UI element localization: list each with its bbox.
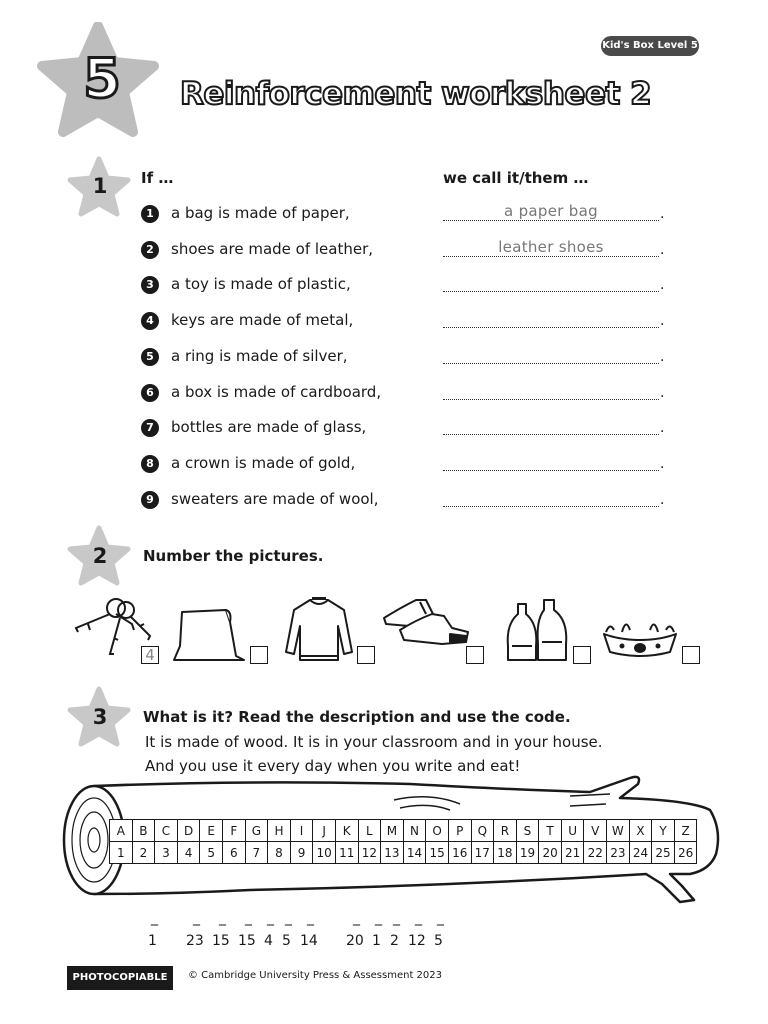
picture-5-box[interactable]	[573, 646, 591, 664]
code-number-cell: 5	[200, 842, 223, 864]
row-6-number: 6	[141, 384, 159, 402]
code-number-cell: 6	[222, 842, 245, 864]
answer-code-number: 4	[264, 933, 273, 949]
answer-blank-line[interactable]: _	[193, 910, 200, 926]
picture-2-box[interactable]	[250, 646, 268, 664]
answer-blank-line[interactable]: _	[415, 910, 422, 926]
row-4-answer-line	[443, 327, 659, 328]
code-letter-cell: D	[177, 820, 200, 842]
code-letters-row	[110, 820, 697, 842]
paper-bag-icon	[170, 606, 246, 662]
code-number-cell: 11	[335, 842, 358, 864]
shoes-icon	[380, 594, 474, 648]
row-8-number: 8	[141, 455, 159, 473]
row-5-number: 5	[141, 348, 159, 366]
code-letter-cell: O	[426, 820, 449, 842]
section-1-right-heading: we call it/them …	[443, 169, 589, 187]
code-number-cell: 3	[155, 842, 178, 864]
row-6-answer-line	[443, 399, 659, 400]
code-letter-cell: E	[200, 820, 223, 842]
row-2-answer-line	[443, 256, 659, 257]
row-9-number: 9	[141, 491, 159, 509]
row-2-number: 2	[141, 241, 159, 259]
answer-blank-line[interactable]: _	[375, 910, 382, 926]
code-letter-cell: B	[132, 820, 155, 842]
row-9-period: .	[660, 492, 665, 508]
picture-6-box[interactable]	[682, 646, 700, 664]
row-3-period: .	[660, 277, 665, 293]
code-letter-cell: T	[539, 820, 562, 842]
row-6-prompt: a box is made of cardboard,	[171, 383, 382, 401]
answer-code-number: 5	[434, 933, 443, 949]
row-7-period: .	[660, 420, 665, 436]
row-8-answer-line	[443, 470, 659, 471]
picture-4-box[interactable]	[466, 646, 484, 664]
code-number-cell: 13	[381, 842, 404, 864]
code-letter-cell: V	[584, 820, 607, 842]
section-3-number: 3	[92, 705, 108, 729]
row-3-prompt: a toy is made of plastic,	[171, 275, 351, 293]
section-3-description-2: And you use it every day when you write and eat!	[145, 757, 521, 775]
section-3-instruction: What is it? Read the description and use the code.	[143, 708, 571, 726]
answer-blank-line[interactable]: _	[219, 910, 226, 926]
code-letter-cell: F	[222, 820, 245, 842]
row-2-answer[interactable]: leather shoes	[498, 238, 604, 256]
answer-blank-line[interactable]: _	[353, 910, 360, 926]
page-title: Reinforcement worksheet 2	[180, 76, 652, 112]
code-letter-cell: N	[403, 820, 426, 842]
code-number-cell: 9	[290, 842, 313, 864]
answer-code-number: 20	[346, 933, 364, 949]
row-7-answer-line	[443, 434, 659, 435]
row-1-prompt: a bag is made of paper,	[171, 204, 350, 222]
section-1-left-heading: If …	[141, 169, 174, 187]
code-table	[109, 819, 697, 864]
code-letter-cell: C	[155, 820, 178, 842]
answer-code-number: 15	[212, 933, 230, 949]
level-badge: Kid's Box Level 5	[601, 36, 699, 56]
answer-blank-line[interactable]: _	[307, 910, 314, 926]
code-letter-cell: J	[313, 820, 336, 842]
code-letter-cell: H	[268, 820, 291, 842]
answer-blank-line[interactable]: _	[393, 910, 400, 926]
answer-code-number: 5	[282, 933, 291, 949]
code-number-cell: 23	[607, 842, 630, 864]
code-number-cell: 22	[584, 842, 607, 864]
code-number-cell: 1	[110, 842, 133, 864]
section-3-description-1: It is made of wood. It is in your classroom and in your house.	[145, 733, 603, 751]
answer-blank-line[interactable]: _	[285, 910, 292, 926]
code-letter-cell: X	[629, 820, 652, 842]
answer-code-number: 14	[300, 933, 318, 949]
code-letter-cell: K	[335, 820, 358, 842]
code-number-cell: 15	[426, 842, 449, 864]
code-letter-cell: Y	[652, 820, 675, 842]
code-number-cell: 25	[652, 842, 675, 864]
code-number-cell: 16	[448, 842, 471, 864]
code-number-cell: 14	[403, 842, 426, 864]
code-letter-cell: P	[448, 820, 471, 842]
answer-code-number: 15	[238, 933, 256, 949]
row-5-prompt: a ring is made of silver,	[171, 347, 348, 365]
code-letter-cell: I	[290, 820, 313, 842]
picture-3-box[interactable]	[357, 646, 375, 664]
code-number-cell: 19	[516, 842, 539, 864]
row-9-answer-line	[443, 506, 659, 507]
code-number-cell: 10	[313, 842, 336, 864]
bottles-icon	[504, 596, 574, 664]
row-2-prompt: shoes are made of leather,	[171, 240, 374, 258]
row-4-number: 4	[141, 312, 159, 330]
row-8-period: .	[660, 456, 665, 472]
unit-number: 5	[83, 47, 121, 110]
sweater-icon	[282, 596, 356, 664]
code-number-cell: 18	[494, 842, 517, 864]
row-3-answer-line	[443, 291, 659, 292]
row-8-prompt: a crown is made of gold,	[171, 454, 356, 472]
code-letter-cell: L	[358, 820, 381, 842]
code-number-cell: 4	[177, 842, 200, 864]
picture-1-box[interactable]: 4	[141, 646, 159, 664]
code-number-cell: 7	[245, 842, 268, 864]
answer-blank-line[interactable]: _	[267, 910, 274, 926]
row-2-period: .	[660, 242, 665, 258]
answer-code-number: 23	[186, 933, 204, 949]
code-number-cell: 12	[358, 842, 381, 864]
row-1-number: 1	[141, 205, 159, 223]
code-numbers-row	[110, 842, 697, 864]
row-1-period: .	[660, 206, 665, 222]
code-number-cell: 26	[674, 842, 697, 864]
row-6-period: .	[660, 385, 665, 401]
code-number-cell: 24	[629, 842, 652, 864]
code-number-cell: 2	[132, 842, 155, 864]
answer-code-number: 12	[408, 933, 426, 949]
code-letter-cell: A	[110, 820, 133, 842]
row-5-period: .	[660, 349, 665, 365]
code-letter-cell: Q	[471, 820, 494, 842]
answer-blank-line[interactable]: _	[437, 910, 444, 926]
row-9-prompt: sweaters are made of wool,	[171, 490, 379, 508]
copyright-text: © Cambridge University Press & Assessment 2023	[188, 970, 443, 981]
code-letter-cell: S	[516, 820, 539, 842]
code-letter-cell: U	[561, 820, 584, 842]
code-number-cell: 8	[268, 842, 291, 864]
section-2-instruction: Number the pictures.	[143, 547, 324, 565]
code-letter-cell: G	[245, 820, 268, 842]
answer-blank-line[interactable]: _	[151, 910, 158, 926]
code-letter-cell: R	[494, 820, 517, 842]
row-1-answer-line	[443, 220, 659, 221]
row-5-answer-line	[443, 363, 659, 364]
row-3-number: 3	[141, 276, 159, 294]
code-letter-cell: W	[607, 820, 630, 842]
row-1-answer[interactable]: a paper bag	[504, 202, 598, 220]
section-2-number: 2	[92, 544, 108, 568]
section-1-number: 1	[92, 174, 108, 198]
code-number-cell: 20	[539, 842, 562, 864]
row-7-number: 7	[141, 419, 159, 437]
code-letter-cell: M	[381, 820, 404, 842]
code-number-cell: 21	[561, 842, 584, 864]
answer-code-number: 1	[372, 933, 381, 949]
code-letter-cell: Z	[674, 820, 697, 842]
row-7-prompt: bottles are made of glass,	[171, 418, 367, 436]
row-4-prompt: keys are made of metal,	[171, 311, 354, 329]
row-4-period: .	[660, 313, 665, 329]
code-number-cell: 17	[471, 842, 494, 864]
photocopiable-badge: PHOTOCOPIABLE	[67, 966, 173, 990]
answer-code-number: 2	[390, 933, 399, 949]
crown-icon	[600, 610, 680, 662]
answer-blank-line[interactable]: _	[245, 910, 252, 926]
answer-code-number: 1	[148, 933, 157, 949]
